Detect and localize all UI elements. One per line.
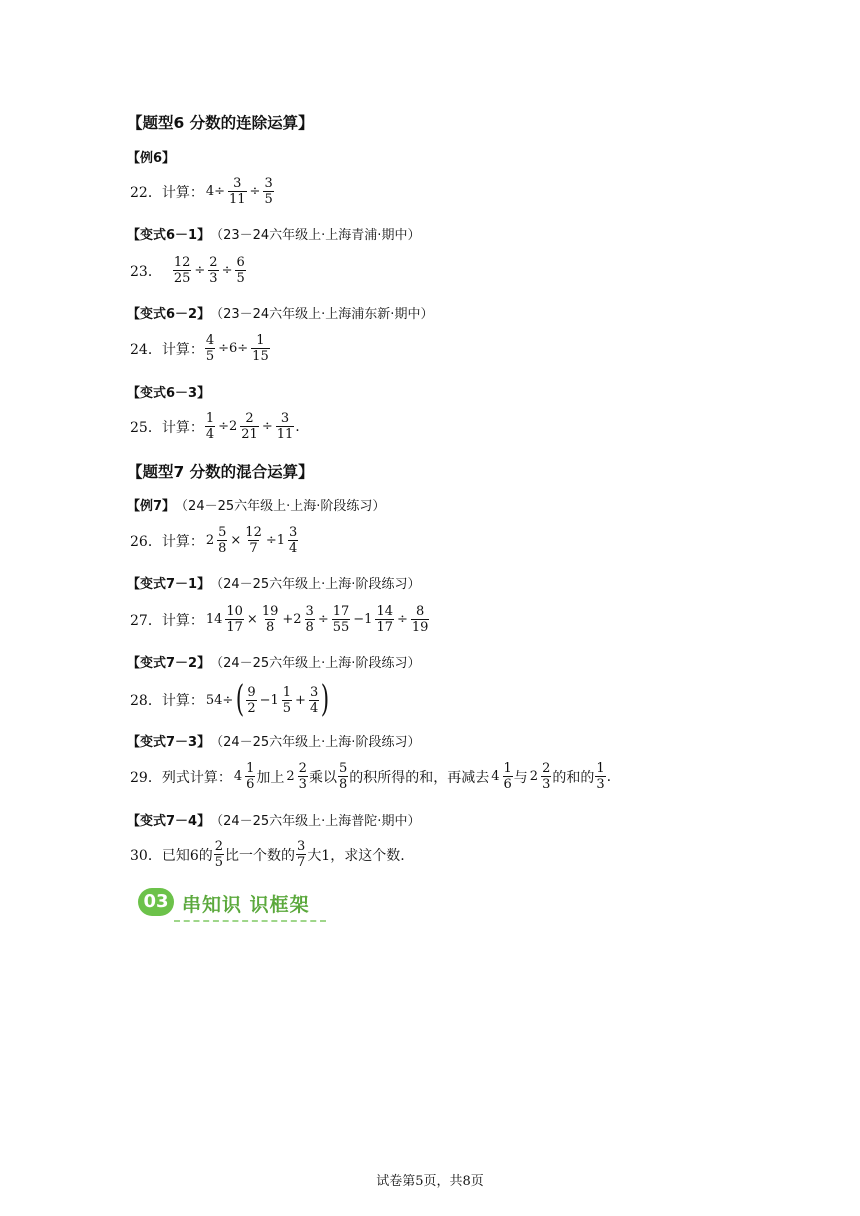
- fraction: $\frac{12}{7}$: [245, 525, 262, 556]
- fraction: $\frac{1}{3}$: [596, 761, 605, 792]
- fraction: $\frac{1}{6}$: [246, 761, 255, 792]
- banner-title: 串知识 识框架: [182, 894, 310, 916]
- fraction: $\frac{1}{15}$: [252, 333, 269, 364]
- example-6-tag: 【例6】: [127, 151, 176, 166]
- fraction: $\frac{4}{5}$: [205, 333, 215, 364]
- problem-prefix: 计算：: [161, 533, 204, 550]
- fraction: $\frac{5}{8}$: [338, 761, 348, 792]
- page-footer: 试卷第5页，共8页: [376, 1174, 484, 1189]
- fraction: $\frac{2}{21}$: [241, 411, 258, 442]
- problem-28: 28． 计算： 54÷ ( $\frac{9}{2}$ −1 $\frac{1}{5}$ + $\frac{3}{4}$ ): [130, 679, 330, 720]
- fraction: $\frac{8}{19}$: [411, 604, 429, 635]
- problem-number: 22．: [130, 184, 162, 201]
- section-banner: [136, 884, 328, 924]
- problem-prefix: 计算：: [161, 693, 204, 709]
- problem-24: 24． 计算： $\frac{4}{5}$ ÷6÷ $\frac{1}{15}$: [130, 333, 269, 364]
- fraction: $\frac{2}{3}$: [209, 255, 218, 286]
- problem-prefix: 计算：: [161, 612, 204, 629]
- problem-number: 28．: [130, 693, 162, 709]
- fraction: $\frac{3}{11}$: [229, 176, 246, 207]
- problem-22: 22． 计算： 4÷ $\frac{3}{11}$ ÷ $\frac{3}{5}$: [130, 176, 273, 207]
- problem-30: 30． 已知6的 $\frac{2}{5}$ 比一个数的 $\frac{3}{7}$ 大1，求这个数.: [130, 839, 405, 870]
- problem-prefix: 计算：: [161, 341, 204, 358]
- fraction: $\frac{6}{5}$: [236, 255, 245, 286]
- fraction: $\frac{14}{17}$: [376, 604, 393, 635]
- fraction: $\frac{3}{8}$: [305, 604, 314, 635]
- fraction: $\frac{12}{25}$: [173, 255, 191, 286]
- variant-7-1-tag: 【变式7－1】 （24－25六年级上·上海·阶段练习）: [127, 577, 421, 592]
- section-heading-7: 【题型7 分数的混合运算】: [127, 463, 314, 481]
- section-number-badge: 03: [138, 888, 174, 916]
- problem-prefix: 计算：: [161, 184, 204, 201]
- fraction: $\frac{3}{5}$: [264, 176, 273, 207]
- example-7-tag: 【例7】 （24－25六年级上·上海·阶段练习）: [127, 499, 386, 514]
- problem-number: 24．: [130, 341, 162, 358]
- fraction: $\frac{19}{8}$: [261, 604, 279, 635]
- problem-number: 25．: [130, 419, 162, 436]
- section-heading-6: 【题型6 分数的连除运算】: [127, 114, 314, 132]
- fraction: $\frac{9}{2}$: [247, 684, 256, 716]
- variant-6-2-tag: 【变式6－2】 （23－24六年级上·上海浦东新·期中）: [127, 307, 434, 322]
- fraction: $\frac{3}{7}$: [297, 839, 306, 870]
- variant-7-2-tag: 【变式7－2】 （24－25六年级上·上海·阶段练习）: [127, 656, 421, 671]
- problem-number: 23．: [130, 263, 162, 280]
- fraction: $\frac{10}{17}$: [226, 604, 243, 635]
- problem-29: 29． 列式计算： 4 $\frac{1}{6}$ 加上 2 $\frac{2}{3}$ 乘以 $\frac{5}{8}$ 的积所得的和，再减去 4 $\frac{1}{6}$ 与 2 $\frac{2}{3}$ 的和的 $\frac{1}{3}$ .: [130, 761, 612, 792]
- fraction: $\frac{1}{6}$: [503, 761, 512, 792]
- fraction: $\frac{1}{5}$: [282, 684, 292, 716]
- problem-number: 30．: [130, 847, 162, 864]
- fraction: $\frac{3}{4}$: [309, 684, 319, 716]
- dashed-underline: [174, 920, 326, 922]
- problem-prefix: 计算：: [161, 419, 204, 436]
- problem-26: 26． 计算： 2 $\frac{5}{8}$ × $\frac{12}{7}$ ÷1 $\frac{3}{4}$: [130, 525, 298, 556]
- variant-7-4-tag: 【变式7－4】 （24－25六年级上·上海普陀·期中）: [127, 814, 421, 829]
- problem-number: 26．: [130, 533, 162, 550]
- fraction: $\frac{3}{11}$: [276, 411, 294, 442]
- problem-number: 29．: [130, 769, 162, 786]
- problem-23: 23． $\frac{12}{25}$ ÷ $\frac{2}{3}$ ÷ $\frac{6}{5}$: [130, 255, 245, 286]
- problem-25: 25． 计算： $\frac{1}{4}$ ÷2 $\frac{2}{21}$ ÷ $\frac{3}{11}$ .: [130, 411, 300, 442]
- problem-prefix: 列式计算：: [161, 769, 232, 786]
- fraction: $\frac{17}{55}$: [332, 604, 350, 635]
- fraction: $\frac{1}{4}$: [205, 411, 215, 442]
- fraction: $\frac{2}{5}$: [214, 839, 224, 870]
- fraction: $\frac{2}{3}$: [542, 761, 551, 792]
- fraction: $\frac{2}{3}$: [298, 761, 307, 792]
- variant-6-1-tag: 【变式6－1】 （23－24六年级上·上海青浦·期中）: [127, 228, 421, 243]
- problem-27: 27． 计算： 14 $\frac{10}{17}$ × $\frac{19}{8}$ +2 $\frac{3}{8}$ ÷ $\frac{17}{55}$ −1 $\frac{14}{17}$ ÷ $\frac{8}{19}$: [130, 604, 429, 635]
- variant-6-3-tag: 【变式6－3】: [127, 386, 211, 401]
- fraction: $\frac{3}{4}$: [289, 525, 298, 556]
- variant-7-3-tag: 【变式7－3】 （24－25六年级上·上海·阶段练习）: [127, 735, 421, 750]
- fraction: $\frac{5}{8}$: [218, 525, 227, 556]
- problem-number: 27．: [130, 612, 162, 629]
